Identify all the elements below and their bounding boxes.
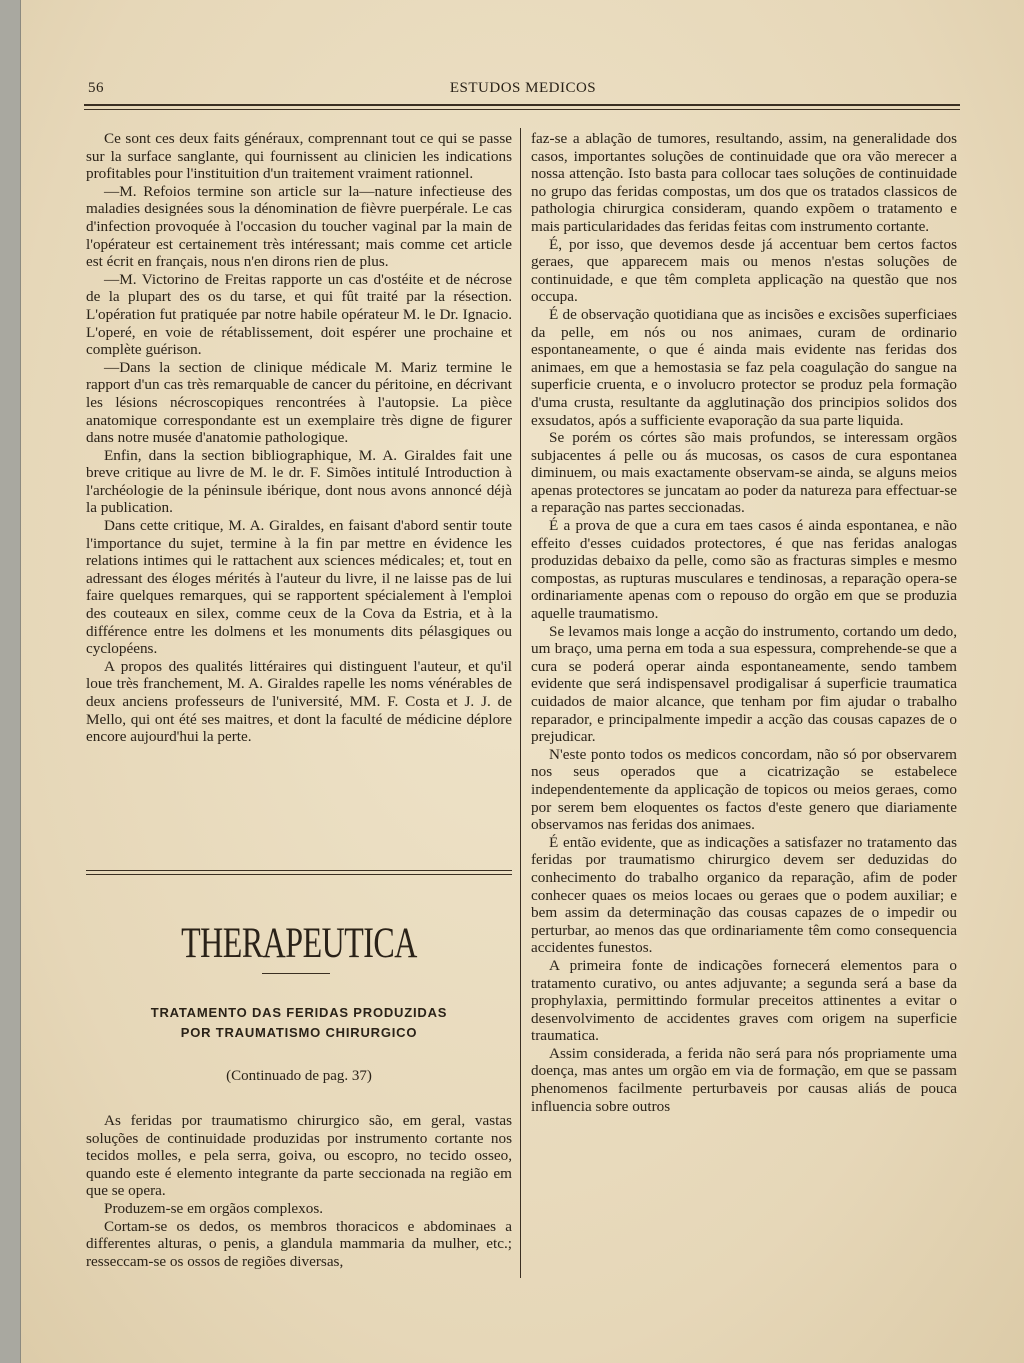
paragraph: faz-se a ablação de tumores, resultando, assim, na generalidade dos casos, importantes soluções de continuidade que ora vão merecer a nossa attenção. Isto basta para collocar taes soluções de continuidade no grupo das feridas compostas, um dos que os tratados classicos de pathologia chirurgica consideram, quando expõem o tratamento e mais particularidades das feridas feitas com instrumento cortante.	[531, 130, 957, 235]
paragraph: Dans cette critique, M. A. Giraldes, en faisant d'abord sentir toute l'importance du sujet, termine à la fin par mettre en évidence les relations intimes qui le rattachent aux sciences médicales; et, tout en adressant des éloges mérités à l'auteur du livre, il ne laisse pas de lui faire quelques remarques, qui se rapportent spécialement à l'emploi des couteaux en silex, comme ceux de la Cova da Estria, et à la différence entre les dolmens et les monuments dits pélasgiques ou cyclopéens.	[86, 517, 512, 658]
paragraph: Enfin, dans la section bibliographique, M. A. Giraldes fait une breve critique au livre de M. le dr. F. Simões intitulé Introduction à l'archéologie de la péninsule ibérique, dont nous avons annoncé déjà la publication.	[86, 446, 512, 517]
paragraph: A propos des qualités littéraires qui distinguent l'auteur, et qu'il loue très franchement, M. A. Giraldes rapelle les noms vénérables de deux anciens professeurs de l'université, MM. F. Costa et J. J. de Mello, qui ont été ses maitres, et dont la faculté de médicine déplore encore aujourd'hui la perte.	[86, 657, 512, 746]
paragraph: As feridas por traumatismo chirurgico são, em geral, vastas soluções de continuidade produzidas por instrumento cortante nos tecidos molles, e pela serra, goiva, ou escopro, no tecido osseo, quando este é elemento integrante da parte seccionada na região em que se opera.	[86, 1112, 512, 1200]
paragraph: É então evidente, que as indicações a satisfazer no tratamento das feridas por traumatismo chirurgico devem ser deduzidas do conhecimento do trabalho organico da reparação, afim de poder conhecer quaes os meios locaes ou geraes que o podem auxiliar; e bem assim da determinação das cousas capazes de o impedir ou perturbar, ao menos das que ordinariamente têm como consequencia accidentes funestos.	[531, 833, 957, 957]
header-rule-thin	[84, 109, 960, 110]
article-body-left	[86, 1112, 512, 1270]
section-rule	[86, 874, 512, 875]
paragraph: É, por isso, que devemos desde já accentuar bem certos factos geraes, que apparecem mais ou menos n'estas soluções de continuidade, e que têm completa applicação na questão que nos occupa.	[531, 235, 957, 306]
paragraph: Se porém os córtes são mais profundos, se interessam orgãos subjacentes á pelle ou ás mucosas, os casos de cura espontanea diminuem, ou mais exactamente observam-se ainda, se alguns meios apenas protectores se juncatam ao poder da natureza para effectuar-se a reparação nas partes seccionadas.	[531, 429, 957, 517]
section-rule	[86, 870, 512, 871]
section-heading: THERAPEUTICA	[181, 918, 417, 967]
right-column	[531, 130, 957, 1115]
article-title	[86, 1003, 512, 1043]
paragraph: —M. Victorino de Freitas rapporte un cas d'ostéite et de nécrose de la plupart des os du tarse, et qui fût traité par la résection. L'opération fut pratiquée par notre habile opérateur M. le Dr. Ignacio. L'operé, en voie de rétablissement, doit espérer une prochaine et complète guérison.	[86, 270, 512, 359]
running-title: ESTUDOS MEDICOS	[449, 80, 597, 96]
left-column	[86, 130, 512, 746]
binding-strip	[0, 0, 21, 1363]
paragraph: Ce sont ces deux faits généraux, comprennant tout ce qui se passe sur la surface sanglante, qui fournissent au clinicien les indications profitables pour l'instituition d'un traitement vraiment rationnel.	[86, 130, 512, 183]
heading-rule	[262, 973, 330, 974]
paragraph: —M. Refoios termine son article sur la—nature infectieuse des maladies designées sous la dénomination de fièvre puerpérale. Le cas d'infection provoquée à l'occasion du toucher vaginal par la main de l'opérateur est certainement très intéressant; mais comme cet article est écrit en français, nous n'en dirons rien de plus.	[86, 182, 512, 271]
paragraph: Se levamos mais longe a acção do instrumento, cortando um dedo, um braço, uma perna em toda a sua espessura, comprehende-se que a cura se poderá operar ainda espontaneamente, sendo tambem evidente que será indispensavel prodigalisar á superficie traumatica cuidados de maior alcance, que tenham por fim ajudar o trabalho reparador, e principalmente impedir a acção das cousas capazes de o prejudicar.	[531, 622, 957, 746]
paragraph: A primeira fonte de indicações fornecerá elementos para o tratamento curativo, ou antes adjuvante; a segunda será a base da prophylaxia, permittindo formular preceitos attinentes a evitar o desenvolvimento de accidentes graves com origem na superficie traumatica.	[531, 956, 957, 1045]
paragraph: É de observação quotidiana que as incisões e excisões superficiaes da pelle, em nós ou nos animaes, curam de ordinario espontaneamente, o que é ainda mais evidente nas feridas dos animaes, em que a hemostasia se faz pela coagulação do sangue na superficie cruenta, e o involucro protector se produz pela formação d'uma crusta, resultante da agglutinação dos principios solidos dos exsudatos, após a sufficiente evaporação da sua parte liquida.	[531, 305, 957, 429]
page-number: 56	[88, 80, 104, 96]
paragraph: —Dans la section de clinique médicale M. Mariz termine le rapport d'un cas très remarquable de cancer du péritoine, en décrivant les lésions nécroscopiques rencontrées à l'autopsie. La pièce anatomique correspondante est un exemplaire très digne de figurer dans notre musée d'anatomie pathologique.	[86, 358, 512, 447]
paragraph: N'este ponto todos os medicos concordam, não só por observarem nos seus operados que a cicatrização se estabelece independentemente da applicação de topicos ou meios geraes, como por serem bem eloquentes os factos d'este genero que diariamente observamos nas feridas dos animaes.	[531, 745, 957, 834]
column-divider	[520, 128, 521, 1278]
paragraph: Produzem-se em orgãos complexos.	[104, 1199, 324, 1217]
paragraph: É a prova de que a cura em taes casos é ainda espontanea, e não effeito d'esses cuidados protectores, é que nas feridas analogas produzidas debaixo da pelle, como são as fracturas simples e mesmo compostas, as rupturas musculares e tendinosas, a reparação opera-se ordinariamente apenas com o repouso do orgão em que se produzia aquelle traumatismo.	[531, 517, 957, 623]
header-rule-thick	[84, 104, 960, 106]
page-header	[88, 80, 958, 104]
article-title-line: POR TRAUMATISMO CHIRURGICO	[180, 1025, 418, 1040]
continuation-note: (Continuado de pag. 37)	[226, 1068, 372, 1084]
article-title-line: TRATAMENTO DAS FERIDAS PRODUZIDAS	[150, 1005, 448, 1020]
paragraph: Cortam-se os dedos, os membros thoracicos e abdominaes a differentes alturas, o penis, a glandula mammaria da mulher, etc.; resseccam-se os ossos de regiões diversas,	[86, 1217, 512, 1270]
paragraph: Assim considerada, a ferida não será para nós propriamente uma doença, mas antes um orgão em via de formação, em que se passam phenomenos facilmente perturbaveis por causas aliás de pouca influencia sobre outros	[531, 1044, 957, 1115]
